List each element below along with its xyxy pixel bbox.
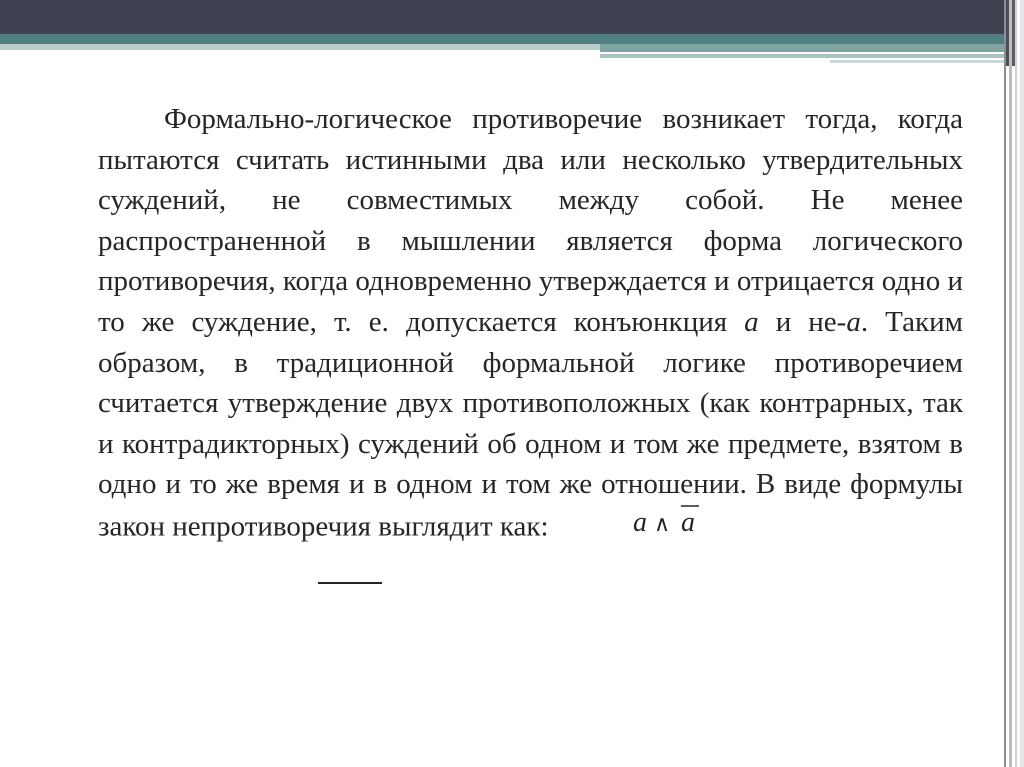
underline-mark [318,582,382,584]
formula-graphic [631,501,705,537]
edge-line [1015,0,1017,767]
header-bar-light [0,44,600,50]
edge-cap [1012,0,1015,66]
edge-cap [1006,0,1009,66]
paragraph-text: Формально-логическое противоречие возникает тогда, когда пытаются считать истинными два или несколько утвердительных суждений, не совместимых между собой. Не менее распространенной в мышлении является форма логического противоречия, когда одновременно утверждается и отрицается одно и то же суждение, т. е. допускается конъюнкция [98,103,963,338]
paragraph-text: и не- [758,305,847,338]
header-bar-dark [0,0,1004,34]
edge-line [1009,0,1012,767]
edge-line [1020,0,1024,767]
formula-right: a [680,506,695,537]
formula-operator: ∧ [653,511,670,537]
variable-a: а [744,305,759,338]
formula [565,501,705,549]
header-strip [600,44,1004,52]
header-strip [600,54,1004,58]
header-bar-teal [0,34,1004,44]
variable-a: а [846,305,861,338]
header-strip [830,60,1004,63]
edge-line [1004,0,1006,767]
formula-left: a [632,506,647,537]
body-paragraph [98,99,963,553]
paragraph-text: . Таким образом, в традиционной формальной логике противоречием считается утверждение двух противоположных (как контрарных, так и контрадикторных) суждений об одном и том же предмете, взятом в одно и то же время и в одном и том же отношении. В виде формулы закон непротиворечия выглядит как: [98,305,963,543]
